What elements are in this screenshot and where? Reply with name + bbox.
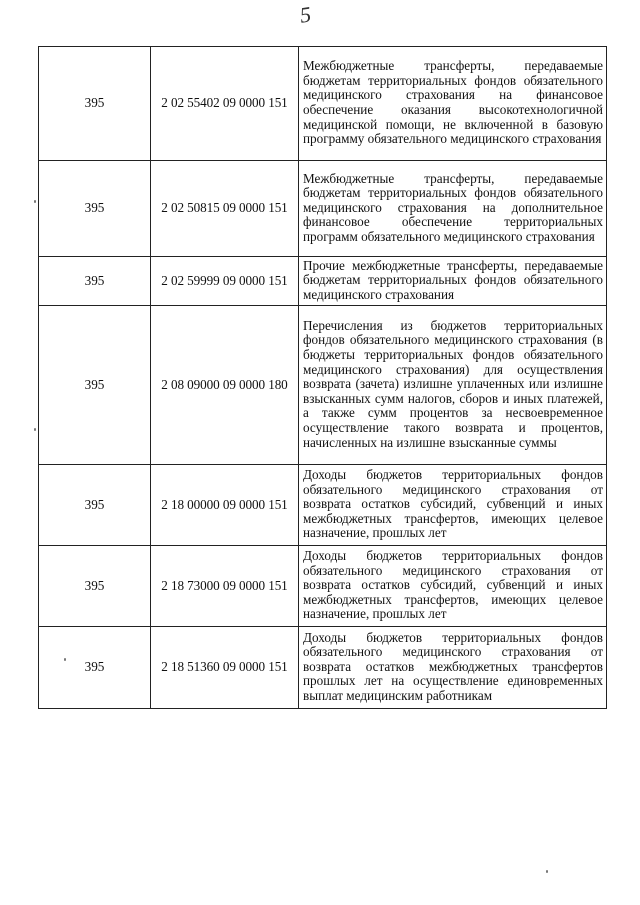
admin-code-cell: 395 [39,546,151,627]
scan-mark [546,870,548,873]
budget-code-cell: 2 18 00000 09 0000 151 [151,465,299,546]
table-row [39,257,607,306]
description-cell: Перечисления из бюджетов территориальных фондов обязательного медицинского страхования (в бюджеты территориальных фондов обязательного медицинского страхования) для осуществления возврата (зачета) излишне уплаченных или излишне взысканных сумм налогов, сборов и иных платежей, а также сумм процентов за несвоевременное осуществление такого возврата и процентов, начисленных на излишне взысканные суммы [299,306,607,465]
description-cell: Доходы бюджетов территориальных фондов обязательного медицинского страхования от возврата остатков субсидий, субвенций и иных межбюджетных трансфертов, имеющих целевое назначение, прошлых лет [299,546,607,627]
admin-code-cell: 395 [39,47,151,161]
table-row [39,546,607,627]
admin-code-cell: 395 [39,627,151,709]
budget-code-cell: 2 02 50815 09 0000 151 [151,161,299,257]
scan-mark [34,200,36,203]
budget-code-cell: 2 02 55402 09 0000 151 [151,47,299,161]
description-cell: Доходы бюджетов территориальных фондов обязательного медицинского страхования от возврата остатков субсидий, субвенций и иных межбюджетных трансфертов, имеющих целевое назначение, прошлых лет [299,465,607,546]
table-row [39,161,607,257]
page-number: 5 [298,1,313,28]
description-cell: Межбюджетные трансферты, передаваемые бюджетам территориальных фондов обязательного медицинского страхования на финансовое обеспечение оказания высокотехнологичной медицинской помощи, не включенной в базовую программу обязательного медицинского страхования [299,47,607,161]
budget-code-cell: 2 18 51360 09 0000 151 [151,627,299,709]
admin-code-cell: 395 [39,306,151,465]
description-cell: Межбюджетные трансферты, передаваемые бюджетам территориальных фондов обязательного медицинского страхования на дополнительное финансовое обеспечение территориальных программ обязательного медицинского страхования [299,161,607,257]
description-cell: Прочие межбюджетные трансферты, передаваемые бюджетам территориальных фондов обязательного медицинского страхования [299,257,607,306]
scan-mark [34,428,36,431]
budget-code-cell: 2 08 09000 09 0000 180 [151,306,299,465]
income-codes-table [38,46,607,709]
table-row [39,465,607,546]
admin-code-cell: 395 [39,161,151,257]
table-row [39,627,607,709]
table-row [39,47,607,161]
budget-code-cell: 2 18 73000 09 0000 151 [151,546,299,627]
description-cell: Доходы бюджетов территориальных фондов обязательного медицинского страхования от возврата остатков межбюджетных трансфертов прошлых лет на осуществление единовременных выплат медицинским работникам [299,627,607,709]
admin-code-cell: 395 [39,465,151,546]
budget-code-cell: 2 02 59999 09 0000 151 [151,257,299,306]
admin-code-cell: 395 [39,257,151,306]
table-row [39,306,607,465]
